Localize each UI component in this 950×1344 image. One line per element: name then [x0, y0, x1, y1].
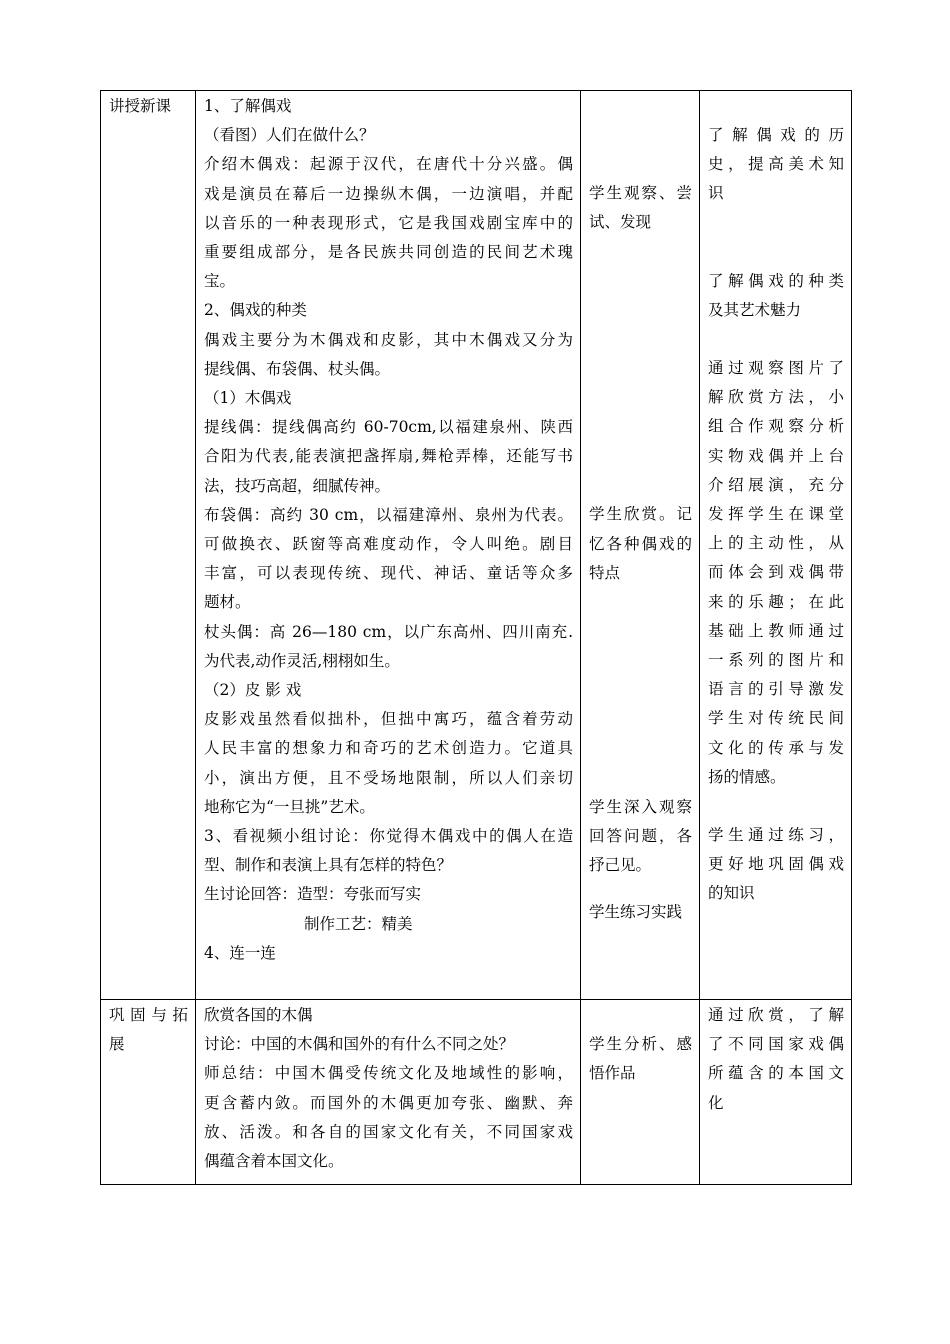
activity-line: 学生分析、感	[589, 1035, 692, 1053]
intent-line: 上的主动性，从	[708, 534, 844, 553]
content-line: 生讨论回答：造型：夸张而写实	[204, 885, 422, 904]
content-line: 型、制作和表演上具有怎样的特色？	[204, 856, 453, 875]
intent-line: 组合作观察分析	[708, 417, 844, 436]
section-label: 展	[109, 1035, 125, 1054]
content-line: 合阳为代表,能表演把盏挥扇,舞枪弄棒，还能写书	[204, 447, 573, 466]
content-line: 为代表,动作灵活,栩栩如生。	[204, 651, 400, 670]
content-line: 偶蕴含着本国文化。	[204, 1152, 344, 1171]
content-line: 4、连一连	[204, 943, 276, 962]
content-line: 丰富，可以表现传统、现代、神话、童话等众多	[204, 564, 573, 583]
content-cell	[196, 1000, 581, 1185]
section-cell	[101, 91, 196, 1000]
content-line: 1、了解偶戏	[204, 97, 292, 115]
table-row	[101, 91, 852, 1000]
intent-line: 学生通过练习，	[708, 826, 844, 845]
content-line: 提线偶、布袋偶、杖头偶。	[204, 359, 391, 378]
content-line: 2、偶戏的种类	[204, 301, 307, 320]
lesson-plan-table	[100, 90, 852, 1185]
content-line: 制作工艺：精美	[304, 914, 413, 933]
section-label: 讲授新课	[109, 97, 172, 115]
intent-line: 而体会到戏偶带	[708, 563, 844, 582]
section-cell	[101, 1000, 196, 1185]
intent-line: 通过欣赏，了解	[708, 1006, 844, 1024]
student-activity-cell	[581, 91, 700, 1000]
intent-line: 识	[708, 184, 724, 203]
content-line: 放、活泼。和各自的国家文化有关，不同国家戏	[204, 1122, 573, 1141]
content-line: 杖头偶：高 26—180 cm，以广东高州、四川南充.	[204, 622, 573, 641]
activity-line: 学生深入观察	[589, 798, 692, 817]
content-line: 题材。	[204, 593, 251, 612]
content-line: 可做换衣、跃窗等高难度动作，令人叫绝。剧目	[204, 535, 573, 554]
content-line: 地称它为“一旦挑”艺术。	[204, 797, 375, 816]
intent-line: 更好地巩固偶戏	[708, 855, 844, 874]
intent-line: 学生对传统民间	[708, 709, 844, 728]
student-activity-cell	[581, 1000, 700, 1185]
content-line: 布袋偶：高约 30 cm，以福建漳州、泉州为代表。	[204, 505, 573, 524]
content-line: 小，演出方便，且不受场地限制，所以人们亲切	[204, 768, 573, 787]
content-line: 更含蓄内敛。而国外的木偶更加夸张、幽默、奔	[204, 1093, 573, 1112]
content-cell	[196, 91, 581, 1000]
activity-line: 悟作品	[589, 1064, 636, 1083]
activity-line: 学生欣赏。记	[589, 505, 692, 524]
content-line: 法，技巧高超，细腻传神。	[204, 476, 391, 495]
intent-line: 及其艺术魅力	[708, 300, 802, 319]
content-line: 重要组成部分，是各民族共同创造的民间艺术瑰	[204, 243, 573, 262]
intent-line: 实物戏偶并上台	[708, 446, 844, 465]
activity-line: 抒己见。	[589, 856, 652, 875]
activity-line: 学生练习实践	[589, 902, 683, 921]
intent-line: 来的乐趣；在此	[708, 592, 844, 611]
content-line: 提线偶：提线偶高约 60-70cm,以福建泉州、陕西	[204, 418, 573, 437]
intent-line: 介绍展演，充分	[708, 475, 844, 494]
content-line: 偶戏主要分为木偶戏和皮影，其中木偶戏又分为	[204, 330, 573, 349]
content-line: 讨论：中国的木偶和国外的有什么不同之处？	[204, 1035, 515, 1054]
intent-line: 基础上教师通过	[708, 621, 844, 640]
intent-line: 化	[708, 1093, 724, 1112]
content-line: 人民丰富的想象力和奇巧的艺术创造力。它道具	[204, 739, 573, 758]
content-line: 戏是演员在幕后一边操纵木偶，一边演唱，并配	[204, 184, 573, 203]
content-line: （看图）人们在做什么？	[204, 126, 375, 145]
intent-line: 史，提高美术知	[708, 155, 844, 174]
intent-line: 发挥学生在课堂	[708, 505, 844, 524]
intent-line: 文化的传承与发	[708, 738, 844, 757]
activity-line: 试、发现	[589, 213, 652, 232]
intent-line: 所蕴含的本国文	[708, 1064, 844, 1083]
intent-line: 了 解 偶 戏 的 历	[708, 126, 844, 144]
content-line: （2）皮 影 戏	[204, 681, 302, 700]
intent-line: 的知识	[708, 884, 755, 903]
design-intent-cell	[700, 91, 852, 1000]
activity-line: 特点	[589, 563, 621, 582]
section-label: 巩固与拓	[109, 1006, 188, 1024]
content-line: 以音乐的一种表现形式，它是我国戏剧宝库中的	[204, 213, 573, 232]
content-line: （1）木偶戏	[204, 389, 292, 408]
intent-line: 了不同国家戏偶	[708, 1035, 844, 1054]
activity-line: 学生观察、尝	[589, 184, 692, 202]
content-line: 欣赏各国的木偶	[204, 1006, 313, 1024]
intent-line: 了解偶戏的种类	[708, 271, 844, 290]
content-line: 皮影戏虽然看似拙朴，但拙中寓巧，蕴含着劳动	[204, 710, 573, 729]
intent-line: 扬的情感。	[708, 767, 786, 786]
intent-line: 语言的引导激发	[708, 680, 844, 699]
content-line: 师总结：中国木偶受传统文化及地域性的影响，	[204, 1064, 573, 1083]
activity-line: 忆各种偶戏的	[589, 534, 692, 553]
content-line: 3、看视频小组讨论：你觉得木偶戏中的偶人在造	[204, 827, 573, 846]
activity-line: 回答问题，各	[589, 827, 692, 846]
intent-line: 通过观察图片了	[708, 359, 844, 378]
intent-line: 一系列的图片和	[708, 651, 844, 670]
content-line: 介绍木偶戏：起源于汉代，在唐代十分兴盛。偶	[204, 155, 573, 174]
design-intent-cell	[700, 1000, 852, 1185]
intent-line: 解欣赏方法，小	[708, 388, 844, 407]
content-line: 宝。	[204, 272, 236, 291]
table-row	[101, 1000, 852, 1185]
